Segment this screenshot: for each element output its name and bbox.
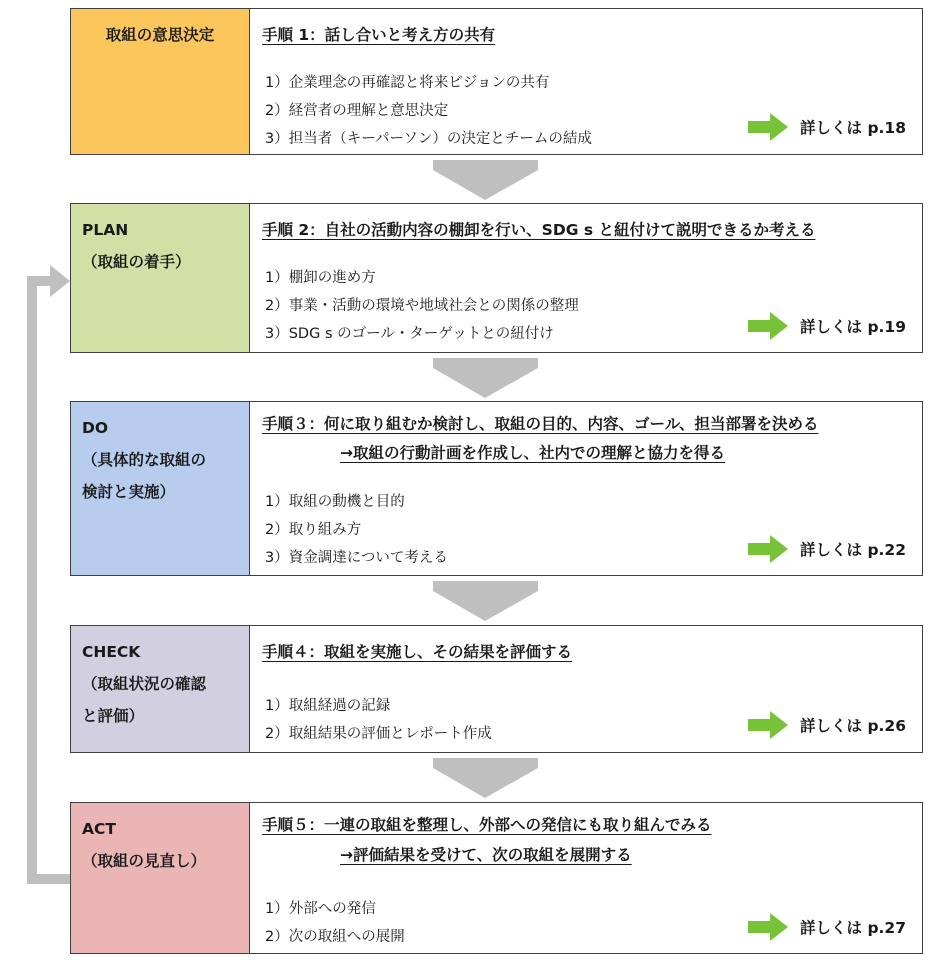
phase-label-line: PLAN [82, 221, 129, 239]
step-1-decision [70, 8, 923, 155]
details-page-ref: 詳しくは p.22 [800, 541, 906, 559]
step-1-details-link[interactable] [748, 113, 906, 141]
step-5-content [250, 803, 922, 953]
phase-label-decision [71, 9, 250, 154]
step-2-details-link[interactable] [748, 312, 906, 340]
green-arrow-icon [748, 535, 788, 563]
step-5-act [70, 802, 923, 954]
details-page-ref: 詳しくは p.19 [800, 318, 906, 336]
step-4-item-1: 1）取組経過の記録 [265, 698, 391, 714]
step-3-details-link[interactable] [748, 535, 906, 563]
phase-label-line: （取組の着手） [82, 253, 191, 271]
phase-label-line: （取組の見直し） [82, 852, 207, 870]
step-3-item-2: 2）取り組み方 [265, 522, 362, 538]
step-5-item-1: 1）外部への発信 [265, 901, 376, 917]
phase-label-line: と評価） [82, 707, 145, 725]
step-3-heading: 手順３：何に取り組むか検討し、取組の目的、内容、ゴール、担当部署を決める [262, 415, 819, 433]
phase-label-line: 検討と実施） [82, 483, 176, 501]
green-arrow-icon [748, 711, 788, 739]
down-arrow-2 [433, 358, 538, 398]
phase-label-plan [71, 204, 250, 352]
step-4-details-link[interactable] [748, 711, 906, 739]
phase-label-line: （具体的な取組の [82, 451, 207, 469]
step-5-heading: 手順５：一連の取組を整理し、外部への発信にも取り組んでみる [262, 816, 712, 834]
step-3-item-3: 3）資金調達について考える [265, 550, 448, 566]
step-1-heading: 手順 1：話し合いと考え方の共有 [262, 26, 496, 44]
phase-label-line: （取組状況の確認 [82, 675, 207, 693]
phase-label-check [71, 626, 250, 752]
phase-label-line: ACT [82, 820, 116, 838]
step-1-item-3: 3）担当者（キーパーソン）の決定とチームの結成 [265, 131, 592, 147]
details-page-ref: 詳しくは p.18 [800, 119, 906, 137]
step-2-item-3: 3）SDG s のゴール・ターゲットとの紐付け [265, 326, 554, 342]
details-page-ref: 詳しくは p.26 [800, 717, 906, 735]
down-arrow-3 [433, 581, 538, 621]
details-page-ref: 詳しくは p.27 [800, 919, 906, 937]
step-3-item-1: 1）取組の動機と目的 [265, 494, 405, 510]
green-arrow-icon [748, 312, 788, 340]
phase-label-line: CHECK [82, 643, 141, 661]
step-5-details-link[interactable] [748, 913, 906, 941]
loop-back-arrow [0, 0, 80, 964]
step-4-heading: 手順４：取組を実施し、その結果を評価する [262, 643, 573, 661]
step-1-item-2: 2）経営者の理解と意思決定 [265, 103, 449, 119]
step-4-check [70, 625, 923, 753]
phase-label-act [71, 803, 250, 953]
phase-label-line: 取組の意思決定 [105, 26, 215, 44]
step-1-content [250, 9, 922, 154]
step-2-heading: 手順 2：自社の活動内容の棚卸を行い、SDG s と紐付けて説明できるか考える [262, 221, 816, 239]
step-2-content [250, 204, 922, 352]
step-3-do [70, 401, 923, 576]
step-3-content [250, 402, 922, 575]
step-4-item-2: 2）取組結果の評価とレポート作成 [265, 726, 492, 742]
step-5-heading-sub: →評価結果を受けて、次の取組を展開する [340, 846, 632, 864]
green-arrow-icon [748, 113, 788, 141]
step-4-content [250, 626, 922, 752]
green-arrow-icon [748, 913, 788, 941]
phase-label-line: DO [82, 419, 109, 437]
step-1-item-1: 1）企業理念の再確認と将来ビジョンの共有 [265, 75, 550, 91]
down-arrow-4 [433, 758, 538, 798]
step-2-plan [70, 203, 923, 353]
step-2-item-1: 1）棚卸の進め方 [265, 270, 376, 286]
step-3-heading-sub: →取組の行動計画を作成し、社内での理解と協力を得る [340, 444, 725, 462]
step-5-item-2: 2）次の取組への展開 [265, 929, 405, 945]
down-arrow-1 [433, 160, 538, 200]
step-2-item-2: 2）事業・活動の環境や地域社会との関係の整理 [265, 298, 579, 314]
phase-label-do [71, 402, 250, 575]
